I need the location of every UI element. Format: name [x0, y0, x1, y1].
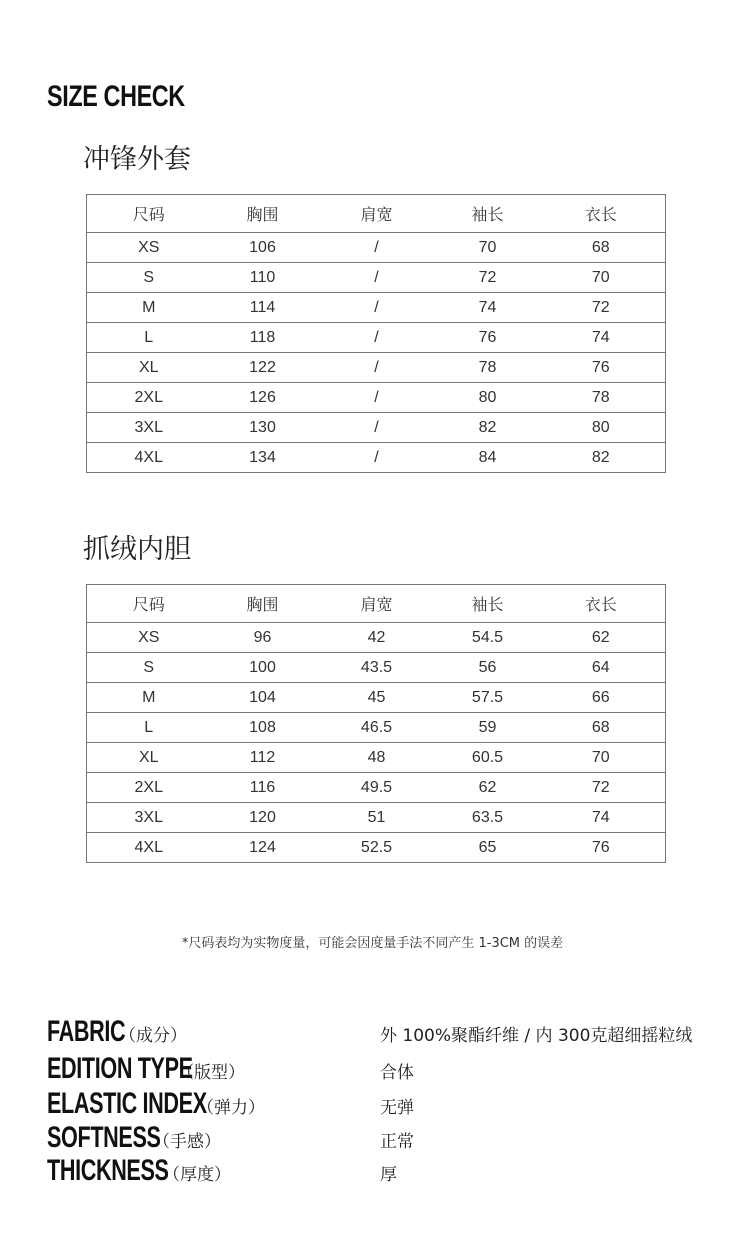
spec-sublabel: （厚度） [163, 1165, 231, 1185]
header-chest: 胸围 [211, 195, 315, 233]
table-row [87, 653, 666, 683]
cell: 68 [537, 713, 666, 743]
cell: XS [87, 623, 211, 653]
cell: 62 [439, 773, 537, 803]
cell: 76 [439, 323, 537, 353]
cell: 46.5 [315, 713, 439, 743]
cell: 2XL [87, 773, 211, 803]
cell: 122 [211, 353, 315, 383]
cell: 112 [211, 743, 315, 773]
spec-row-fabric [47, 1015, 727, 1049]
cell: 76 [537, 353, 666, 383]
cell: 106 [211, 233, 315, 263]
cell: 74 [537, 323, 666, 353]
header-sleeve: 袖长 [439, 195, 537, 233]
cell: / [315, 263, 439, 293]
cell: 124 [211, 833, 315, 863]
jacket-size-table [86, 194, 666, 473]
header-size: 尺码 [87, 585, 211, 623]
cell: / [315, 413, 439, 443]
cell: M [87, 683, 211, 713]
header-chest: 胸围 [211, 585, 315, 623]
table-row [87, 293, 666, 323]
spec-label: ELASTIC INDEX [47, 1087, 207, 1120]
cell: 54.5 [439, 623, 537, 653]
cell: 49.5 [315, 773, 439, 803]
cell: 74 [537, 803, 666, 833]
cell: 48 [315, 743, 439, 773]
cell: 43.5 [315, 653, 439, 683]
header-size: 尺码 [87, 195, 211, 233]
table-row [87, 263, 666, 293]
cell: 42 [315, 623, 439, 653]
spec-value: 厚 [380, 1165, 397, 1185]
header-shoulder: 肩宽 [315, 195, 439, 233]
cell: 3XL [87, 413, 211, 443]
cell: 60.5 [439, 743, 537, 773]
table-row [87, 683, 666, 713]
cell: 63.5 [439, 803, 537, 833]
cell: 2XL [87, 383, 211, 413]
cell: 80 [537, 413, 666, 443]
measurement-note: *尺码表均为实物度量，可能会因度量手法不同产生 1-3CM 的误差 [181, 936, 564, 951]
table-row [87, 773, 666, 803]
cell: 56 [439, 653, 537, 683]
table-row [87, 353, 666, 383]
cell: 64 [537, 653, 666, 683]
cell: S [87, 653, 211, 683]
spec-sublabel: （版型） [177, 1063, 245, 1083]
cell: 51 [315, 803, 439, 833]
cell: 100 [211, 653, 315, 683]
cell: 59 [439, 713, 537, 743]
cell: 78 [439, 353, 537, 383]
cell: 45 [315, 683, 439, 713]
spec-sublabel: （成分） [119, 1026, 187, 1046]
spec-label: FABRIC [47, 1015, 126, 1048]
cell: 72 [439, 263, 537, 293]
header-shoulder: 肩宽 [315, 585, 439, 623]
cell: 82 [537, 443, 666, 473]
table-row [87, 743, 666, 773]
cell: 78 [537, 383, 666, 413]
cell: S [87, 263, 211, 293]
cell: 70 [537, 263, 666, 293]
cell: 62 [537, 623, 666, 653]
page-title: SIZE CHECK [47, 80, 185, 113]
cell: 120 [211, 803, 315, 833]
cell: 126 [211, 383, 315, 413]
cell: 52.5 [315, 833, 439, 863]
spec-value: 正常 [380, 1132, 414, 1152]
spec-label: SOFTNESS [47, 1121, 161, 1154]
cell: 76 [537, 833, 666, 863]
cell: 80 [439, 383, 537, 413]
spec-value: 外 100%聚酯纤维 / 内 300克超细摇粒绒 [380, 1026, 693, 1046]
cell: L [87, 713, 211, 743]
cell: 65 [439, 833, 537, 863]
cell: / [315, 323, 439, 353]
fleece-size-table [86, 584, 666, 863]
table-row [87, 323, 666, 353]
spec-sublabel: （手感） [153, 1132, 221, 1152]
cell: 4XL [87, 833, 211, 863]
fleece-section-title: 抓绒内胆 [83, 534, 191, 565]
table-header-row [87, 195, 666, 233]
cell: 96 [211, 623, 315, 653]
spec-value: 无弹 [380, 1098, 414, 1118]
table-row [87, 833, 666, 863]
cell: 114 [211, 293, 315, 323]
cell: 110 [211, 263, 315, 293]
spec-value: 合体 [380, 1063, 414, 1083]
table-row [87, 443, 666, 473]
cell: / [315, 443, 439, 473]
cell: 108 [211, 713, 315, 743]
cell: 104 [211, 683, 315, 713]
cell: 68 [537, 233, 666, 263]
cell: 118 [211, 323, 315, 353]
cell: M [87, 293, 211, 323]
cell: L [87, 323, 211, 353]
table-row [87, 623, 666, 653]
table-row [87, 413, 666, 443]
spec-row-thickness [47, 1154, 727, 1188]
cell: 57.5 [439, 683, 537, 713]
table-header-row [87, 585, 666, 623]
spec-sublabel: （弹力） [197, 1098, 265, 1118]
cell: 72 [537, 773, 666, 803]
spec-label: EDITION TYPE [47, 1052, 193, 1085]
cell: 130 [211, 413, 315, 443]
spec-row-elastic-index [47, 1087, 727, 1121]
table-row [87, 803, 666, 833]
cell: 66 [537, 683, 666, 713]
cell: 70 [537, 743, 666, 773]
cell: XL [87, 353, 211, 383]
cell: XS [87, 233, 211, 263]
header-length: 衣长 [537, 195, 666, 233]
cell: / [315, 383, 439, 413]
cell: 72 [537, 293, 666, 323]
spec-label: THICKNESS [47, 1154, 169, 1187]
cell: 4XL [87, 443, 211, 473]
header-sleeve: 袖长 [439, 585, 537, 623]
cell: / [315, 353, 439, 383]
table-row [87, 713, 666, 743]
cell: 84 [439, 443, 537, 473]
header-length: 衣长 [537, 585, 666, 623]
cell: / [315, 293, 439, 323]
cell: XL [87, 743, 211, 773]
cell: 3XL [87, 803, 211, 833]
table-row [87, 233, 666, 263]
spec-row-softness [47, 1121, 727, 1155]
cell: 116 [211, 773, 315, 803]
cell: / [315, 233, 439, 263]
table-row [87, 383, 666, 413]
spec-row-edition-type [47, 1052, 727, 1086]
cell: 82 [439, 413, 537, 443]
cell: 134 [211, 443, 315, 473]
cell: 74 [439, 293, 537, 323]
cell: 70 [439, 233, 537, 263]
jacket-section-title: 冲锋外套 [83, 144, 191, 175]
